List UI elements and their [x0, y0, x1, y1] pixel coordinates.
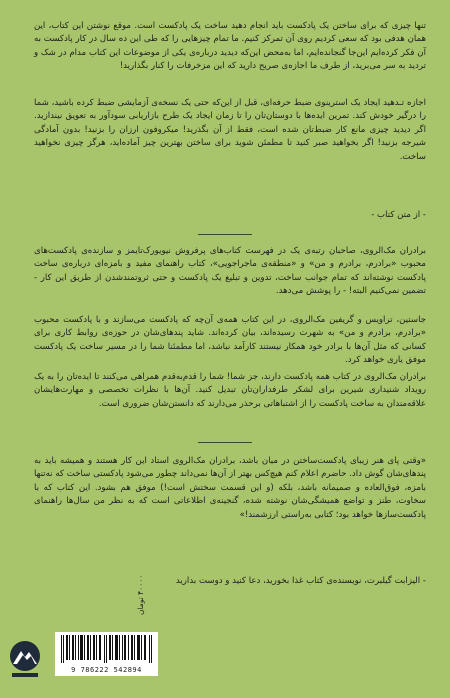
blurb-paragraph-1: تنها چیزی که برای ساختن یک پادکست باید انجام دهید ساخت یک پادکست است. موقع نوشتن این کتاب، این همان هدفی بود که سعی کردیم روی آن تمرکز کنیم. ما تمام چیزهایی را که طی این ده سال در کار پادکست به آن فکر کرده‌ایم این‌جا گنجانده‌ایم، اما به‌محض این‌که دیدید درباره‌ی یکی از موضوعات این کتاب مدام در شک و تردید به سر می‌برید، از طرف ما اجازه‌ی صریح دارید که این مزخرفات را کنار بگذارید! — [34, 21, 426, 72]
barcode-bars-icon — [61, 635, 152, 663]
blurb-paragraph-4: جاستین، تراویس و گریفین مک‌الروی، در این کتاب همه‌ی آن‌چه که پادکست می‌سازند و با پادکست محبوب «برادرم، برادرم و من» به شهرت رسیده‌اند، بیان کرده‌اند. شاید پندهای‌شان در حوزه‌ی روابط کاری برای کسانی که مثل آن‌ها با برادر خود همکار نیستند کارآمد نباشد، اما مطمئنا شما را در مسیر ساخت یک پادکست موفق یاری خواهد کرد. — [34, 315, 426, 366]
blurb-paragraph-5: برادران مک‌الروی در کتاب همه پادکست دارند، جز شما! شما را قدم‌به‌قدم همراهی می‌کنند تا ایده‌تان را به یک رویداد شنیداری شیرین برای لشکر طرفداران‌تان تبدیل کنید. آن‌ها با نظرات تخصصی و مهارت‌هایشان علاقه‌مندان به ساخت پادکست را از اشتباهاتی برحذر می‌دارند که دانستن‌شان ضروری است. — [34, 372, 426, 409]
section-divider-2 — [198, 442, 252, 443]
attribution-from-text: - از متن کتاب - — [371, 210, 426, 220]
testimonial-attribution: - الیزابت گیلبرت، نویسنده‌ی کتاب غذا بخورید، دعا کنید و دوست بدارید — [175, 576, 426, 586]
price-label: ۴۰۰۰۰ تومان — [136, 574, 145, 615]
blurb-paragraph-2: اجازه تـدهید ایجاد یک استرینوی ضبط حرفه‌ای، قبل از این‌که حتی یک نسخه‌ی آزمایشی ضبط کرده باشید، شما را درگیر خودش کند. تمرین ایده‌ها با دوستان‌تان را تا زمان ایجاد یک طرح بازاریابی سودآور به تعویق نیندازید. اگر دیدید چیزی مانع کار ضبط‌تان شده است، فقط از آن بگذرید! میکروفون ارزان را بزنید! بدون آمادگی شیرجه بزنید! اگر بخواهید صبر کنید تا مطمئن شوید برای ساختن بهترین چیز آماده‌اید، هرگز چیزی نخواهید ساخت. — [34, 98, 426, 162]
mountain-logo-icon — [8, 640, 42, 680]
testimonial-quote: «وقتی پای هنر زیبای پادکست‌ساختن در میان باشد، برادران مک‌الروی استاد این کار هستند و همیشه باید به پندهای‌شان گوش داد. حاضرم اعلام کنم هیچ‌کس بهتر از آن‌ها نمی‌داند چطور می‌شود پادکستی ساخت که نه‌تنها بامزه، فوق‌العاده و صمیمانه باشد، بلکه (و این قسمت سختش است!) موفق هم بشود. این کتاب که با سخاوت، طنز و تواضع همیشگی‌شان نوشته شده، گنجینه‌ی اطلاعاتی است که به نظر من سال‌ها راهنمای پادکست‌سازها خواهد بود؛ کتابی به‌راستی ارزشمند!» — [34, 456, 426, 520]
isbn-number: 9 786222 542894 — [71, 666, 142, 674]
isbn-barcode — [55, 632, 158, 676]
blurb-paragraph-3: برادران مک‌الروی، صاحبان رتبه‌ی یک در فهرست کتاب‌های پرفروش نیویورک‌تایمز و سازنده‌ی پادکست‌های محبوب «برادرم، برادرم و من» و «منطقه‌ی ماجراجویی»، کتاب راهنمای مفید و بامزه‌ای درباره‌ی ساخت پادکست نوشته‌اند که تمام جوانب ساخت، تدوین و تبلیغ یک پادکست و حتی ثروتمندشدن از طریق این کار - تضمین نمی‌کنیم البته! - را پوشش می‌دهد. — [34, 246, 426, 297]
section-divider-1 — [198, 234, 252, 235]
